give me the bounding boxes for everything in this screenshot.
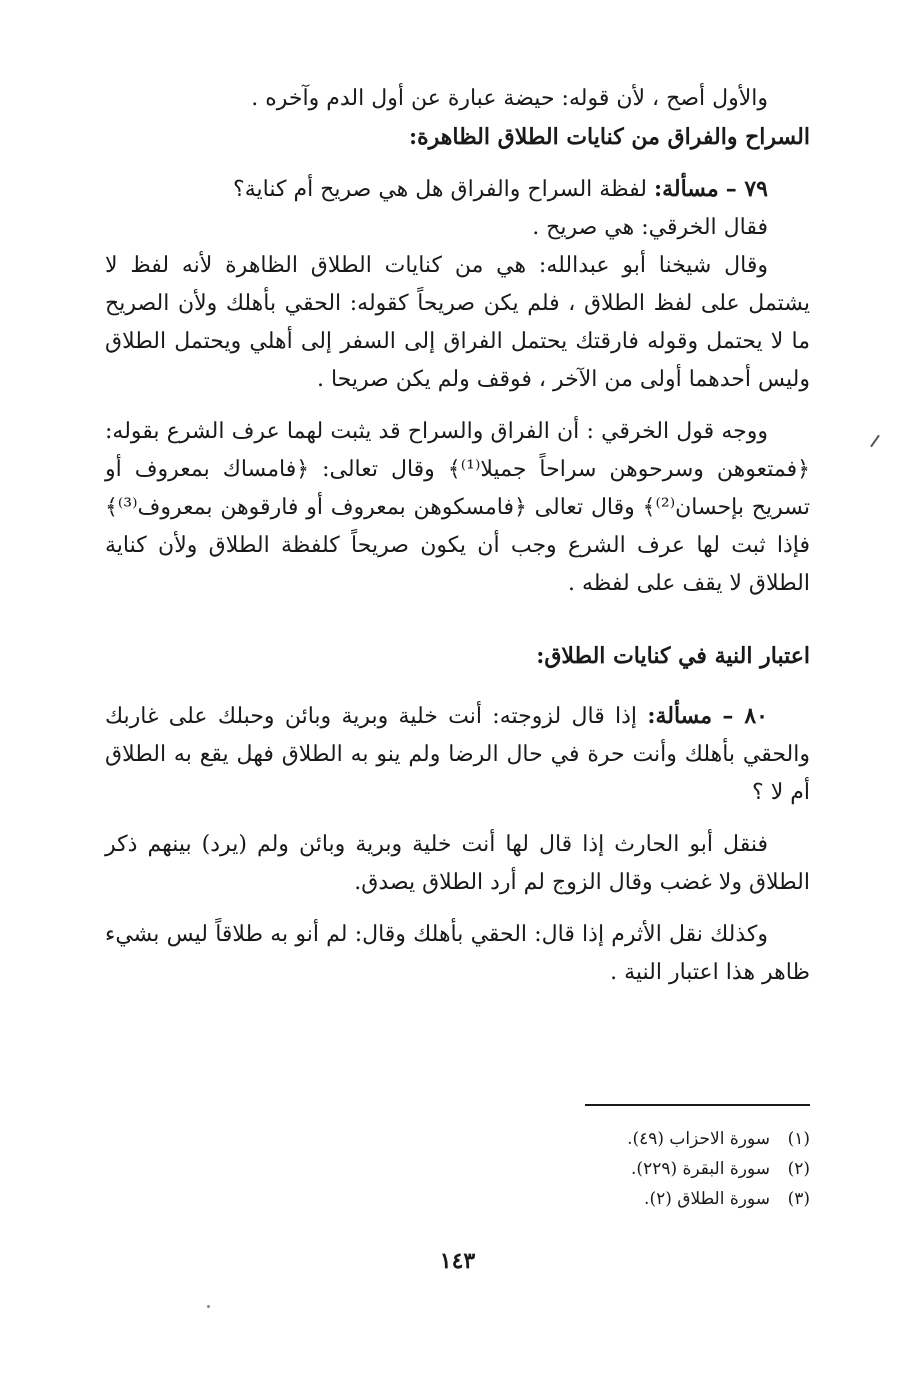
section-heading-niyya: اعتبار النية في كنايات الطلاق: — [536, 643, 810, 669]
footnotes — [585, 1104, 810, 1214]
question-80-label: مسألة: — [647, 703, 713, 729]
shaykh-opinion-paragraph: وقال شيخنا أبو عبدالله: هي من كنايات الطلاق الظاهرة لأنه لفظ لا يشتمل على لفظ الطلاق ، فلم يكن صريحاً كقوله: الحقي بأهلك ولأن الصريح ما لا يحتمل وقوله فارقتك يحتمل الفراق إلى السفر إلى أهلي ويحتمل الطلاق وليس أحدهما أولى من الآخر ، فوقف ولم يكن صريحا . — [105, 253, 810, 392]
page-number: ١٤٣ — [439, 1248, 476, 1274]
question-80 — [105, 697, 810, 812]
section-heading-sarah-firaq: السراح والفراق من كنايات الطلاق الظاهرة: — [409, 124, 810, 150]
question-79-label: مسألة: — [653, 176, 719, 202]
footnote-3 — [585, 1184, 810, 1214]
question-79-text: لفظة السراح والفراق هل هي صريح أم كناية؟ — [233, 177, 647, 202]
kharqi-reasoning-paragraph: ووجه قول الخرقي : أن الفراق والسراح قد يثبت لهما عرف الشرع بقوله: ﴿فمتعوهن وسرحوهن سراحاً جميلا⁽¹⁾﴾ وقال تعالى: ﴿فامساك بمعروف أو تسريح بإحسان⁽²⁾﴾ وقال تعالى ﴿فامسكوهن بمعروف أو فارقوهن بمعروف⁽³⁾﴾ فإذا ثبت لها عرف الشرع وجب أن يكون صريحاً كلفظة الطلاق ولأن كناية الطلاق لا يقف على لفظه . — [105, 419, 810, 596]
kharqi-saying: فقال الخرقي: هي صريح . — [532, 215, 768, 240]
footnote-1-number: (١) — [787, 1129, 810, 1149]
paper-speck — [207, 1305, 210, 1308]
question-80-number: ٨٠ – — [722, 703, 768, 729]
footnote-3-text: سورة الطلاق (٢). — [644, 1189, 770, 1209]
page-body — [105, 80, 810, 992]
question-79-number: ٧٩ – — [725, 176, 768, 202]
question-80-text: إذا قال لزوجته: أنت خلية وبرية وبائن وحبلك على غاربك والحقي بأهلك وأنت حرة في حال الرضا ولم ينو به الطلاق فهل يقع به الطلاق أم لا ؟ — [105, 704, 810, 805]
margin-pencil-mark — [870, 435, 880, 448]
footnote-2 — [585, 1154, 810, 1184]
question-79 — [105, 170, 810, 209]
footnote-2-number: (٢) — [787, 1159, 810, 1179]
footnote-1-text: سورة الاحزاب (٤٩). — [627, 1129, 770, 1149]
footnote-2-text: سورة البقرة (٢٢٩). — [631, 1159, 770, 1179]
abu-harith-paragraph: فنقل أبو الحارث إذا قال لها أنت خلية وبرية وبائن ولم (يرد) بينهم ذكر الطلاق ولا غضب وقال الزوج لم أرد الطلاق يصدق. — [105, 832, 810, 895]
footnote-3-number: (٣) — [787, 1189, 810, 1209]
athram-paragraph: وكذلك نقل الأثرم إذا قال: الحقي بأهلك وقال: لم أنو به طلاقاً ليس بشيء ظاهر هذا اعتبار النية . — [105, 922, 810, 985]
intro-paragraph: والأول أصح ، لأن قوله: حيضة عبارة عن أول الدم وآخره . — [251, 86, 768, 111]
footnote-1 — [585, 1124, 810, 1154]
